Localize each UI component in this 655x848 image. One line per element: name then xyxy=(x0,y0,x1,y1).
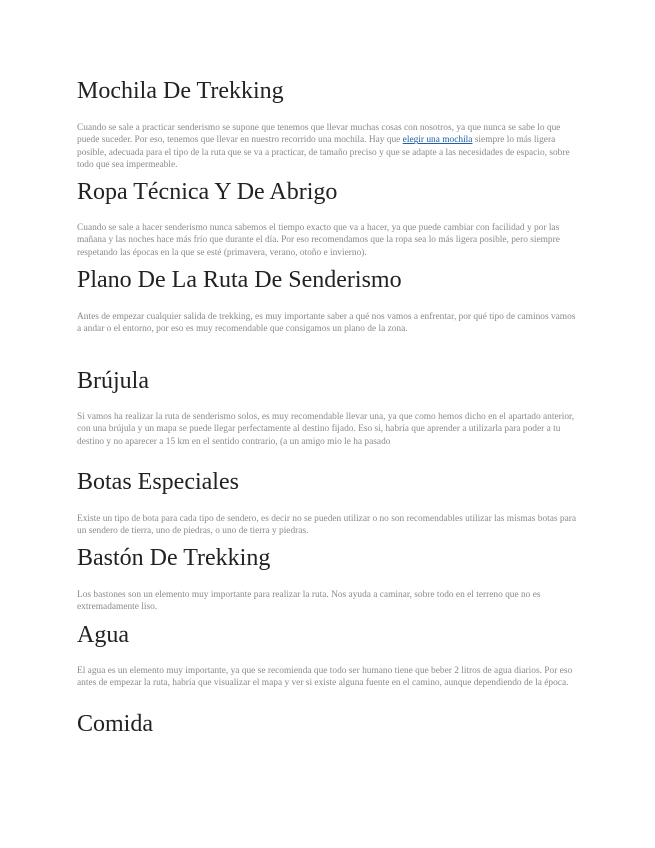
section-body-baston: Los bastones son un elemento muy importante para realizar la ruta. Nos ayuda a caminar, sobre todo en el terreno que no es extremadamente liso. xyxy=(77,590,541,613)
body-text: siempre lo más ligera posible, adecuada para el tipo de la ruta que se va a practicar, de tamaño preciso y que se adapte a las necesidades de espacio, sobre todo que sea impermeable. xyxy=(77,135,570,171)
section-heading-mochila: Mochila De Trekking xyxy=(77,78,284,104)
body-text: Cuando se sale a practicar senderismo se supone que tenemos que llevar muchas cosas con nosotros, ya que nunca se sabe lo que puede suceder. Por eso, tenemos que llevar en nuestro recorrido una mochila. Hay que xyxy=(77,123,561,146)
section-body-ropa: Cuando se sale a hacer senderismo nunca sabemos el tiempo exacto que va a hacer, ya que puede cambiar con facilidad y por las mañana y las noches hace más frío que durante el día. Por eso recomendamos que la ropa sea lo más ligera posible, pero siempre respetando las épocas en la que se esté (primavera, verano, otoño e invierno). xyxy=(77,223,560,258)
section-body-agua: El agua es un elemento muy importante, ya que se recomienda que todo ser humano tiene que beber 2 litros de agua diarios. Por eso antes de empezar la ruta, habría que visualizar el mapa y ver si existe alguna fuente en el camino, aunque dependiendo de la época. xyxy=(77,666,573,689)
elegir-mochila-link[interactable]: elegir una mochila xyxy=(402,135,473,146)
section-heading-baston: Bastón De Trekking xyxy=(77,545,271,571)
section-heading-agua: Agua xyxy=(77,622,129,648)
section-heading-brujula: Brújula xyxy=(77,368,149,394)
section-heading-plano: Plano De La Ruta De Senderismo xyxy=(77,267,402,293)
section-heading-botas: Botas Especiales xyxy=(77,469,239,495)
section-heading-comida: Comida xyxy=(77,711,153,737)
section-body-mochila xyxy=(77,122,579,172)
section-heading-ropa: Ropa Técnica Y De Abrigo xyxy=(77,179,338,205)
section-body-botas: Existe un tipo de bota para cada tipo de sendero, es decir no se pueden utilizar o no son recomendables utilizar las mismas botas para un sendero de tierra, uno de piedras, o uno de tierra y piedras. xyxy=(77,514,577,537)
section-body-brujula: Si vamos ha realizar la ruta de senderismo solos, es muy recomendable llevar una, ya que como hemos dicho en el apartado anterior, con una brújula y un mapa se puede llegar perfectamente al destino fijado. Eso si, habría que aprender a utilizarla para poder a tu destino y no aparecer a 15 km en el sentido contrario, (a un amigo mio le ha pasado xyxy=(77,412,575,447)
section-body-plano: Antes de empezar cualquier salida de trekking, es muy importante saber a qué nos vamos a enfrentar, por qué tipo de caminos vamos a andar o el entorno, por eso es muy recomendable que consigamos un plano de la zona. xyxy=(77,312,576,335)
